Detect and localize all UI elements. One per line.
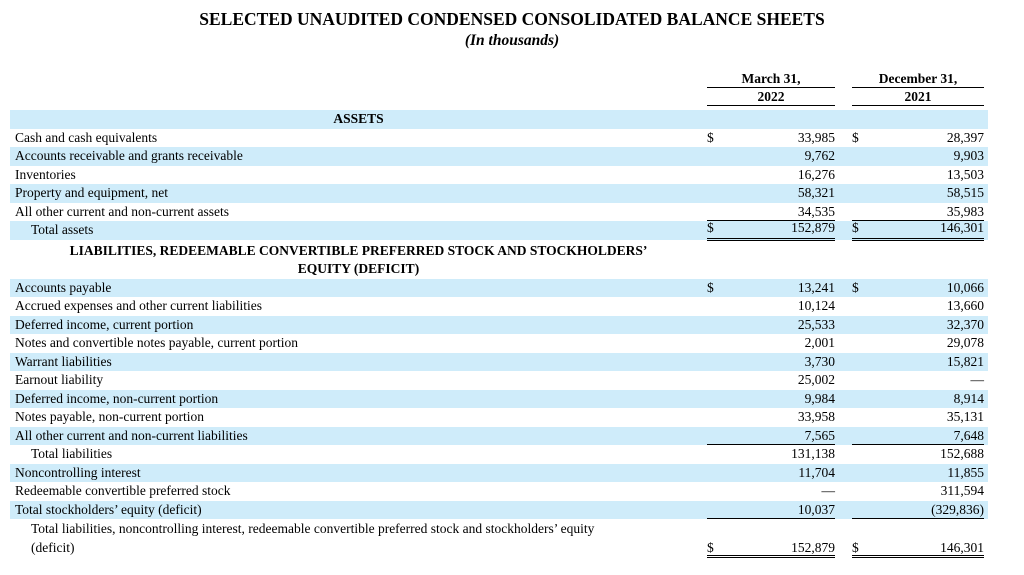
value: 152,688 <box>940 446 984 461</box>
value-cell <box>852 166 984 185</box>
value-cell <box>852 316 984 335</box>
column-gap <box>835 203 852 222</box>
value-cell <box>707 445 835 464</box>
column-gap <box>835 221 852 240</box>
value-cell <box>707 464 835 483</box>
value: 15,821 <box>946 353 984 369</box>
table-row <box>10 334 988 353</box>
value: 10,066 <box>946 279 984 295</box>
table-row <box>10 371 988 390</box>
table-row <box>10 184 988 203</box>
column-gap <box>835 316 852 335</box>
row-label: Total liabilities <box>31 446 113 461</box>
value-cell <box>707 221 835 241</box>
column-gap <box>835 184 852 203</box>
value: (329,836) <box>931 501 984 517</box>
column-header-december-31-2021 <box>852 71 984 106</box>
header-filler <box>707 242 984 279</box>
header-filler <box>707 110 984 129</box>
row-label: Cash and cash equivalents <box>15 129 158 145</box>
table-header <box>10 71 988 106</box>
column-gap <box>835 279 852 298</box>
value: 11,855 <box>947 464 984 480</box>
table-row <box>10 482 988 501</box>
value-cell <box>852 482 984 501</box>
value: 13,241 <box>797 279 835 295</box>
table-row <box>10 353 988 372</box>
value: — <box>821 483 835 498</box>
value: 58,321 <box>797 185 835 200</box>
value-cell <box>852 427 984 446</box>
row-label: Total assets <box>31 222 94 237</box>
row-label: Notes payable, non-current portion <box>15 409 204 424</box>
row-label: Property and equipment, net <box>15 185 168 200</box>
column-gap <box>835 371 852 390</box>
value: 8,914 <box>953 390 984 406</box>
table-row <box>10 501 988 520</box>
value-cell <box>852 371 984 390</box>
value: 28,397 <box>946 129 984 145</box>
row-label: Accounts receivable and grants receivable <box>15 148 243 163</box>
value: 34,535 <box>797 203 835 219</box>
row-label: LIABILITIES, REDEEMABLE CONVERTIBLE PREFERRED STOCK AND STOCKHOLDERS’ EQUITY (DEFICIT) <box>69 242 648 276</box>
dollar-sign: $ <box>707 539 714 555</box>
value-cell <box>707 541 835 559</box>
row-label: Deferred income, current portion <box>15 316 194 332</box>
value-cell <box>852 184 984 203</box>
column-gap <box>835 297 852 316</box>
value-cell <box>707 501 835 520</box>
column-gap <box>835 147 852 166</box>
value: 7,648 <box>953 427 984 443</box>
value: 58,515 <box>946 185 984 200</box>
value-cell <box>707 427 835 446</box>
section-header-row <box>10 110 988 129</box>
table-row <box>10 147 988 166</box>
column-gap <box>835 501 852 520</box>
value: 32,370 <box>946 316 984 332</box>
value: 9,903 <box>953 148 984 163</box>
row-label: Redeemable convertible preferred stock <box>15 483 231 498</box>
value-cell <box>707 166 835 185</box>
value-cell <box>707 482 835 501</box>
value-cell <box>852 464 984 483</box>
document-title: SELECTED UNAUDITED CONDENSED CONSOLIDATED BALANCE SHEETS <box>199 9 825 29</box>
value-cell <box>707 334 835 353</box>
value-cell <box>852 334 984 353</box>
table-body <box>10 110 988 557</box>
dollar-sign: $ <box>852 129 859 145</box>
dollar-sign: $ <box>707 129 714 145</box>
value-cell <box>707 203 835 222</box>
value-cell <box>707 390 835 409</box>
row-label: Warrant liabilities <box>15 353 112 369</box>
value-cell <box>852 203 984 222</box>
value: 9,762 <box>804 148 835 163</box>
value: 7,565 <box>804 427 835 443</box>
table-row <box>10 390 988 409</box>
column-gap <box>835 390 852 409</box>
balance-sheet-table <box>10 71 988 559</box>
value-cell <box>852 501 984 520</box>
value-cell <box>707 129 835 148</box>
table-row <box>10 519 988 557</box>
column-gap <box>835 482 852 501</box>
value: 3,730 <box>804 353 835 369</box>
row-label: Total stockholders’ equity (deficit) <box>15 501 202 517</box>
value-cell <box>707 353 835 372</box>
row-label: ASSETS <box>333 111 384 126</box>
column-gap <box>835 166 852 185</box>
value: 35,983 <box>946 203 984 219</box>
column-header-march-31-2022 <box>707 71 835 106</box>
table-row <box>10 297 988 316</box>
value: 152,879 <box>791 539 835 555</box>
value: 131,138 <box>791 446 835 461</box>
row-label: Accrued expenses and other current liabilities <box>15 298 263 313</box>
value: 29,078 <box>946 335 984 350</box>
value: 11,704 <box>798 464 835 480</box>
column-gap <box>835 427 852 446</box>
value: 10,037 <box>797 501 835 517</box>
dollar-sign: $ <box>852 220 859 235</box>
value-cell <box>852 445 984 464</box>
row-label: Earnout liability <box>15 372 104 387</box>
table-row <box>10 316 988 335</box>
value-cell <box>707 371 835 390</box>
value-cell <box>707 184 835 203</box>
row-label: Inventories <box>15 166 76 182</box>
value-cell <box>852 390 984 409</box>
value-cell <box>852 221 984 241</box>
table-row <box>10 129 988 148</box>
row-label: Notes and convertible notes payable, current portion <box>15 335 299 350</box>
dollar-sign: $ <box>852 539 859 555</box>
value: 10,124 <box>797 298 835 313</box>
column-header-line2: 2022 <box>707 89 835 106</box>
column-gap <box>835 408 852 427</box>
dollar-sign: $ <box>852 279 859 295</box>
column-gap <box>835 353 852 372</box>
value-cell <box>852 353 984 372</box>
value: 35,131 <box>946 409 984 424</box>
dollar-sign: $ <box>707 279 714 295</box>
column-header-line1: March 31, <box>707 71 835 88</box>
value: 13,503 <box>946 166 984 182</box>
value: 146,301 <box>940 539 984 555</box>
value-cell <box>707 297 835 316</box>
value-cell <box>707 147 835 166</box>
value: 146,301 <box>940 220 984 235</box>
table-row <box>10 203 988 222</box>
value: 25,533 <box>797 316 835 332</box>
value: 33,985 <box>797 129 835 145</box>
value: 33,958 <box>797 409 835 424</box>
row-label: All other current and non-current liabilities <box>15 427 248 443</box>
value-cell <box>707 316 835 335</box>
column-gap <box>835 129 852 148</box>
row-label: Noncontrolling interest <box>15 464 141 480</box>
value-cell <box>852 129 984 148</box>
value: 13,660 <box>946 298 984 313</box>
table-row <box>10 279 988 298</box>
value-cell <box>852 297 984 316</box>
value: 2,001 <box>804 335 835 350</box>
value-cell <box>707 408 835 427</box>
dollar-sign: $ <box>707 220 714 235</box>
table-row <box>10 221 988 240</box>
table-row <box>10 408 988 427</box>
value: 16,276 <box>797 166 835 182</box>
column-header-line1: December 31, <box>852 71 984 88</box>
value-cell <box>707 279 835 298</box>
column-gap <box>835 464 852 483</box>
value: 311,594 <box>940 483 984 498</box>
table-row <box>10 464 988 483</box>
value: — <box>970 372 984 387</box>
value-cell <box>852 408 984 427</box>
document-subtitle: (In thousands) <box>464 32 560 49</box>
row-label: All other current and non-current assets <box>15 203 230 219</box>
column-header-line2: 2021 <box>852 89 984 106</box>
row-label: Total liabilities, noncontrolling interest, redeemable convertible preferred stock and stockholders’ equity (deficit) <box>31 521 595 555</box>
value: 9,984 <box>804 390 835 406</box>
row-label: Accounts payable <box>15 279 112 295</box>
value-cell <box>852 147 984 166</box>
value: 152,879 <box>791 220 835 235</box>
row-label: Deferred income, non-current portion <box>15 390 219 406</box>
column-gap <box>835 445 852 464</box>
column-gap <box>835 334 852 353</box>
table-row <box>10 427 988 446</box>
value-cell <box>852 279 984 298</box>
value-cell <box>852 541 984 559</box>
table-row <box>10 166 988 185</box>
value: 25,002 <box>797 372 835 387</box>
table-row <box>10 445 988 464</box>
section-header-row <box>10 242 988 279</box>
